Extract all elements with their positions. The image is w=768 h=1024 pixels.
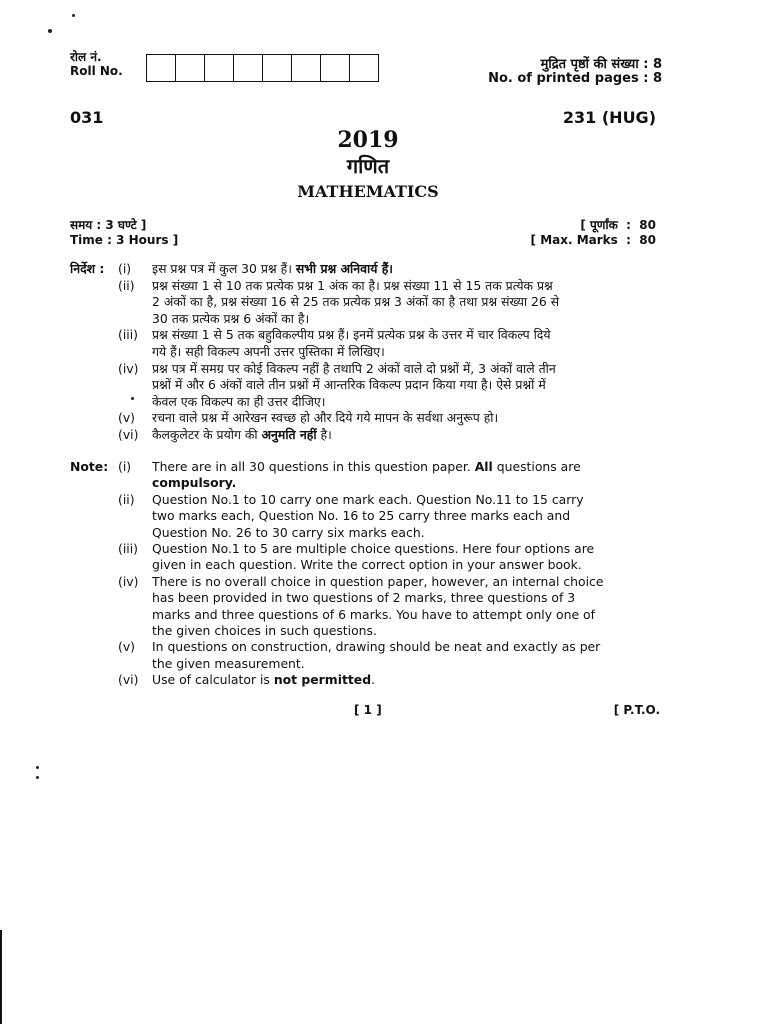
- instruction-number: (i): [118, 261, 132, 276]
- instruction-line: 2 अंकों का है, प्रश्न संख्या 16 से 25 तक प्रत्येक प्रश्न 3 अंकों का है तथा प्रश्न संख्या 26 से: [152, 294, 560, 310]
- roll-label-english: Roll No.: [70, 64, 123, 78]
- instruction-line: Question No.1 to 5 are multiple choice questions. Here four options are: [152, 541, 595, 556]
- instruction-line: There are in all 30 questions in this question paper. All questions are: [152, 459, 581, 474]
- time-english: Time : 3 Hours ]: [70, 233, 179, 247]
- roll-number-boxes[interactable]: [146, 54, 379, 82]
- instruction-line: प्रश्नों में और 6 अंकों वाले तीन प्रश्नों में आन्तरिक विकल्प प्रदान किया गया है। ऐसे प्रश्नों में: [152, 377, 546, 393]
- instruction-line: प्रश्न संख्या 1 से 5 तक बहुविकल्पीय प्रश्न हैं। इनमें प्रत्येक प्रश्न के उत्तर में चार विकल्प दिये: [152, 327, 551, 343]
- roll-number-box[interactable]: [321, 55, 350, 81]
- instruction-line: the given choices in such questions.: [152, 623, 377, 638]
- roll-label-hindi: रोल नं.: [70, 50, 102, 64]
- instruction-number: (iii): [118, 327, 138, 343]
- roll-number-box[interactable]: [350, 55, 378, 81]
- instruction-number: (ii): [118, 277, 135, 293]
- instruction-line: has been provided in two questions of 2 marks, three questions of 3: [152, 590, 576, 606]
- instructions-label: निर्देश :: [70, 261, 105, 276]
- instruction-line: रचना वाले प्रश्न में आरेखन स्वच्छ हो और दिये गये मापन के सर्वथा अनुरूप हो।: [152, 410, 499, 426]
- instruction-line: There is no overall choice in question paper, however, an internal choice: [152, 573, 604, 589]
- instruction-number: (iv): [118, 573, 139, 589]
- scan-edge-line: [0, 930, 2, 1024]
- scan-speck: [36, 766, 39, 769]
- instruction-line: प्रश्न पत्र में समग्र पर कोई विकल्प नहीं है तथापि 2 अंकों वाले दो प्रश्नों में, 3 अंकों वाले तीन: [152, 360, 556, 376]
- exam-year: 2019: [337, 127, 399, 153]
- instruction-line: Question No. 26 to 30 carry six marks each.: [152, 524, 425, 540]
- scan-speck: [48, 29, 52, 33]
- instruction-line: given in each question. Write the correct option in your answer book.: [152, 557, 582, 573]
- instruction-line: Use of calculator is not permitted.: [152, 672, 376, 688]
- instruction-line: two marks each, Question No. 16 to 25 carry three marks each and: [152, 508, 571, 524]
- instruction-line: compulsory.: [152, 475, 237, 491]
- time-hindi: समय : 3 घण्टे ]: [70, 218, 147, 232]
- instruction-line: गये हैं। सही विकल्प अपनी उत्तर पुस्तिका में लिखिए।: [152, 344, 385, 359]
- max-marks-english: [ Max. Marks : 80: [530, 233, 656, 247]
- instruction-line: Question No.1 to 10 carry one mark each. Question No.11 to 15 carry: [152, 491, 584, 507]
- instruction-line: the given measurement.: [152, 655, 305, 671]
- scan-speck: [36, 776, 39, 779]
- paper-code-right: 231 (HUG): [562, 108, 656, 127]
- roll-number-box[interactable]: [234, 55, 263, 81]
- instruction-number: (v): [118, 639, 136, 655]
- pages-count-hindi: मुद्रित पृष्ठों की संख्या : 8: [540, 57, 662, 72]
- subject-english: MATHEMATICS: [297, 182, 439, 201]
- instruction-line: केवल एक विकल्प का ही उत्तर दीजिए।: [152, 393, 326, 409]
- instruction-number: (ii): [118, 491, 135, 507]
- instruction-number: (vi): [118, 427, 139, 442]
- pages-count-english: No. of printed pages : 8: [488, 71, 662, 86]
- instruction-number: (vi): [118, 672, 139, 688]
- instruction-line: marks and three questions of 6 marks. You have to attempt only one of: [152, 606, 595, 622]
- scan-speck: [131, 397, 134, 400]
- pto-label: [ P.T.O.: [613, 703, 660, 717]
- roll-number-box[interactable]: [205, 55, 234, 81]
- instruction-line: 30 तक प्रत्येक प्रश्न 6 अंकों का है।: [152, 310, 310, 326]
- instruction-number: (v): [118, 410, 136, 426]
- roll-number-box[interactable]: [263, 55, 292, 81]
- roll-number-box[interactable]: [292, 55, 321, 81]
- instruction-number: (iv): [118, 360, 139, 376]
- subject-hindi: गणित: [346, 154, 390, 178]
- max-marks-hindi: [ पूर्णांक : 80: [580, 218, 656, 232]
- roll-number-box[interactable]: [176, 55, 205, 81]
- instruction-number: (i): [118, 459, 132, 474]
- instructions-label: Note:: [70, 459, 109, 474]
- instruction-line: इस प्रश्न पत्र में कुल 30 प्रश्न हैं। सभी प्रश्न अनिवार्य हैं।: [152, 261, 394, 276]
- scan-speck: [72, 14, 75, 17]
- roll-number-box[interactable]: [147, 55, 176, 81]
- paper-code-left: 031: [70, 108, 104, 127]
- page-number: [ 1 ]: [354, 703, 382, 717]
- instruction-number: (iii): [118, 541, 138, 556]
- instruction-line: In questions on construction, drawing should be neat and exactly as per: [152, 639, 601, 655]
- instruction-line: प्रश्न संख्या 1 से 10 तक प्रत्येक प्रश्न 1 अंक का है। प्रश्न संख्या 11 से 15 तक प्रत्येक प्रश्न: [152, 277, 553, 293]
- instruction-line: कैलकुलेटर के प्रयोग की अनुमति नहीं है।: [152, 427, 332, 442]
